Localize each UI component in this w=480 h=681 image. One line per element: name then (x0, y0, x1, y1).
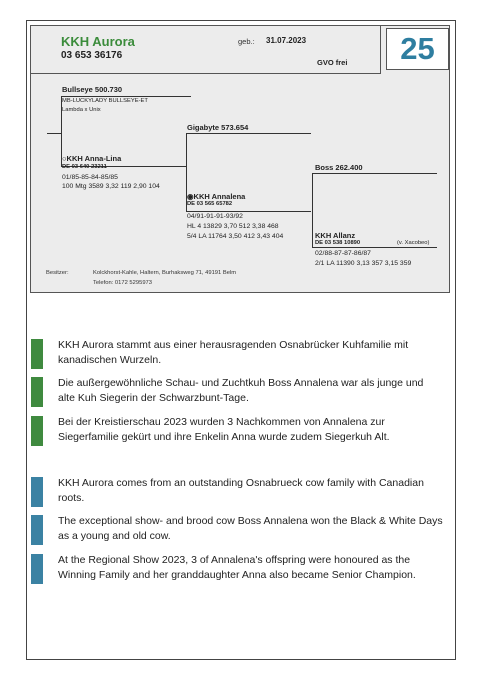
gdam-reg: DE 03 565 65782 (187, 201, 233, 207)
dam-reg: DE 03 640 23211 (62, 164, 107, 170)
text-de-2: Die außergewöhnliche Schau- und Zuchtkuh Boss Annalena war als junge und alte Kuh Siegerin der Schwarzbunt-Tage. (58, 377, 424, 404)
lot-number: 25 (400, 31, 435, 66)
pedigree-line (61, 96, 191, 97)
ggdam-note: (v. Xacobeo) (397, 240, 430, 246)
pedigree-line (312, 247, 437, 248)
boss-name: Boss 262.400 (315, 163, 363, 172)
dam-performance: 100 Mtg 3589 3,32 119 2,90 104 (62, 183, 160, 190)
gdam-name: ◉KKH Annalena (187, 192, 246, 201)
bullet-marker-de (31, 339, 43, 369)
owner-address: Kolckhorst-Kahle, Haltern, Burhaksweg 71, 49191 Belm (93, 270, 237, 276)
text-de-1: KKH Aurora stammt aus einer herausragenden Osnabrücker Kuhfamilie mit kanadischen Wurzeln. (58, 339, 409, 366)
bullet-marker-de (31, 377, 43, 407)
pedigree-line (312, 173, 313, 247)
mgs-name: Bullseye 500.730 (62, 85, 123, 94)
mgs-line2: Lambda x Unix (62, 107, 101, 113)
mgs-line1: MB-LUCKYLADY BULLSEYE-ET (62, 98, 148, 104)
bullet-marker-en (31, 554, 43, 584)
ggdam-reg: DE 03 538 10890 (315, 240, 361, 246)
gdam-lactations: 04/91-91-91-93/92 (187, 213, 243, 220)
animal-name: KKH Aurora (61, 34, 135, 49)
pedigree-card (30, 25, 450, 293)
bullet-marker-en (31, 477, 43, 507)
pedigree-header (31, 26, 381, 74)
text-en-2: The exceptional show- and brood cow Boss Annalena won the Black & White Days as a young and old cow. (58, 515, 443, 542)
ggdam-name: KKH Allanz (315, 231, 356, 240)
dam-name: ○KKH Anna-Lina (62, 154, 122, 163)
text-en-3: At the Regional Show 2023, 3 of Annalena's offspring were honoured as the Winning Family and her granddaughter Anna also became Senior Champion. (58, 554, 416, 581)
birth-date-label: geb.: (238, 37, 255, 46)
text-de-3: Bei der Kreistierschau 2023 wurden 3 Nachkommen von Annalena zur Siegerfamilie gekürt und ihre Enkelin Anna wurde zudem Siegerkuh Alt. (58, 416, 390, 443)
pedigree-line (186, 211, 311, 212)
pedigree-line (186, 133, 311, 134)
ggdam-la: 2/1 LA 11390 3,13 357 3,15 359 (315, 260, 412, 267)
ggdam-lactations: 02/88-87-87-86/87 (315, 250, 371, 257)
text-en-1: KKH Aurora comes from an outstanding Osnabrueck cow family with Canadian roots. (58, 477, 424, 504)
animal-reg-number: 03 653 36176 (61, 50, 123, 61)
gdam-hl: HL 4 13829 3,70 512 3,38 468 (187, 223, 279, 230)
pedigree-line (47, 133, 61, 134)
pedigree-line (312, 173, 437, 174)
owner-phone: Telefon: 0172 5295973 (93, 280, 152, 286)
bullet-marker-de (31, 416, 43, 446)
gdam-la: 5/4 LA 11764 3,50 412 3,43 404 (187, 233, 284, 240)
dam-lactations: 01/85-85-84-85/85 (62, 174, 118, 181)
birth-date: 31.07.2023 (266, 36, 307, 45)
lot-number-box (386, 28, 449, 70)
gigabyte-name: Gigabyte 573.654 (187, 123, 249, 132)
bullet-marker-en (31, 515, 43, 545)
owner-label: Besitzer: (46, 270, 69, 276)
gvo-status: GVO frei (317, 58, 348, 67)
